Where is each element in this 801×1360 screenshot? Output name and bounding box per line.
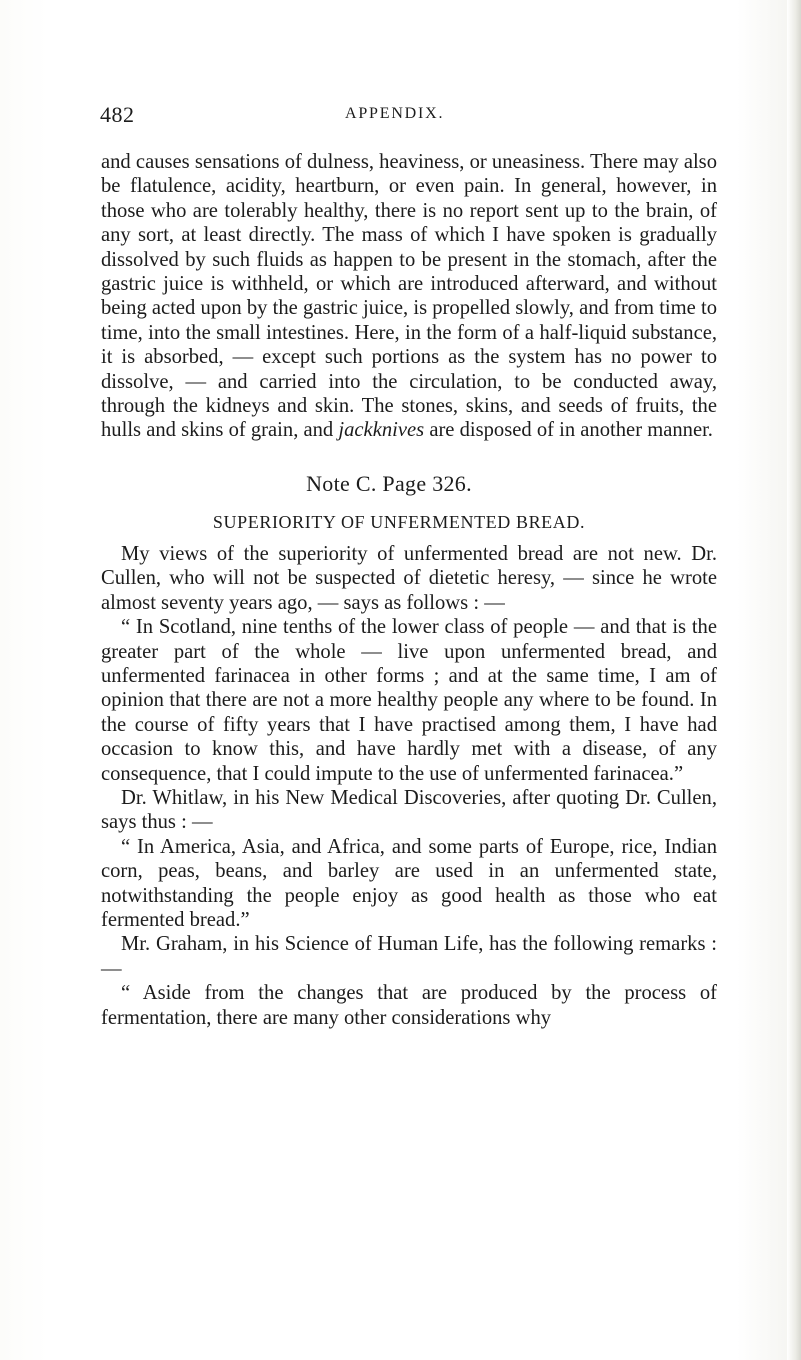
italic-word-jackknives: jackknives <box>338 419 425 442</box>
paragraph-graham: Mr. Graham, in his Science of Human Life, has the following remarks : — <box>101 933 717 980</box>
page-header <box>0 102 801 128</box>
page-body <box>101 150 717 1030</box>
page-number: 482 <box>100 102 135 127</box>
note-heading: Note C. Page 326. <box>306 470 472 496</box>
section-title: SUPERIORITY OF UNFERMENTED BREAD. <box>212 511 586 532</box>
quote-whitlaw: “ In America, Asia, and Africa, and some parts of Europe, rice, Indian corn, peas, beans, and barley are used in an unfermented state, notwithstanding the people enjoy as good health as those who eat fermented bread.” <box>101 835 717 931</box>
page-edge-shadow <box>787 0 801 1360</box>
paragraph-whitlaw: Dr. Whitlaw, in his New Medical Discoveries, after quoting Dr. Cullen, says thus : — <box>101 786 717 834</box>
paragraph-my-views: My views of the superiority of unfermented bread are not new. Dr. Cullen, who will not be suspected of dietetic heresy, — since he wrote almost seventy years ago, — says as follows : — <box>101 542 717 614</box>
paragraph-continuation <box>101 150 717 443</box>
running-head: APPENDIX. <box>345 105 445 122</box>
quote-graham: “ Aside from the changes that are produced by the process of fermentation, there are many other considerations why <box>101 982 717 1029</box>
paragraph-1-text: and causes sensations of dulness, heaviness, or uneasiness. There may also be flatulence, acidity, heartburn, or even pain. In general, however, in those who are tolerably healthy, there is no report sent up to the brain, of any sort, at least directly. The mass of which I have spoken is gradually dissolved by such fluids as happen to be present in the stomach, after the gastric juice is withheld, or which are introduced afterward, and without being acted upon by the gastric juice, is propelled slowly, and from time to time, into the small intestines. Here, in the form of a half-liquid substance, it is absorbed, — except such portions as the system has no power to dissolve, — and carried into the circulation, to be conducted away, through the kidneys and skin. The stones, skins, and seeds of fruits, the hulls and skins of grain, and <box>101 151 717 442</box>
paragraph-1-end: are disposed of in another manner. <box>429 419 713 442</box>
quote-cullen: “ In Scotland, nine tenths of the lower class of people — and that is the greater part of the whole — live upon unfermented bread, and unfermented farinacea in other forms ; and at the same time, I am of opinion that there are not a more healthy people any where to be found. In the course of fifty years that I have practised among them, I have had occasion to know this, and have hardly met with a disease, of any consequence, that I could impute to the use of unfermented farinacea.” <box>101 616 717 785</box>
